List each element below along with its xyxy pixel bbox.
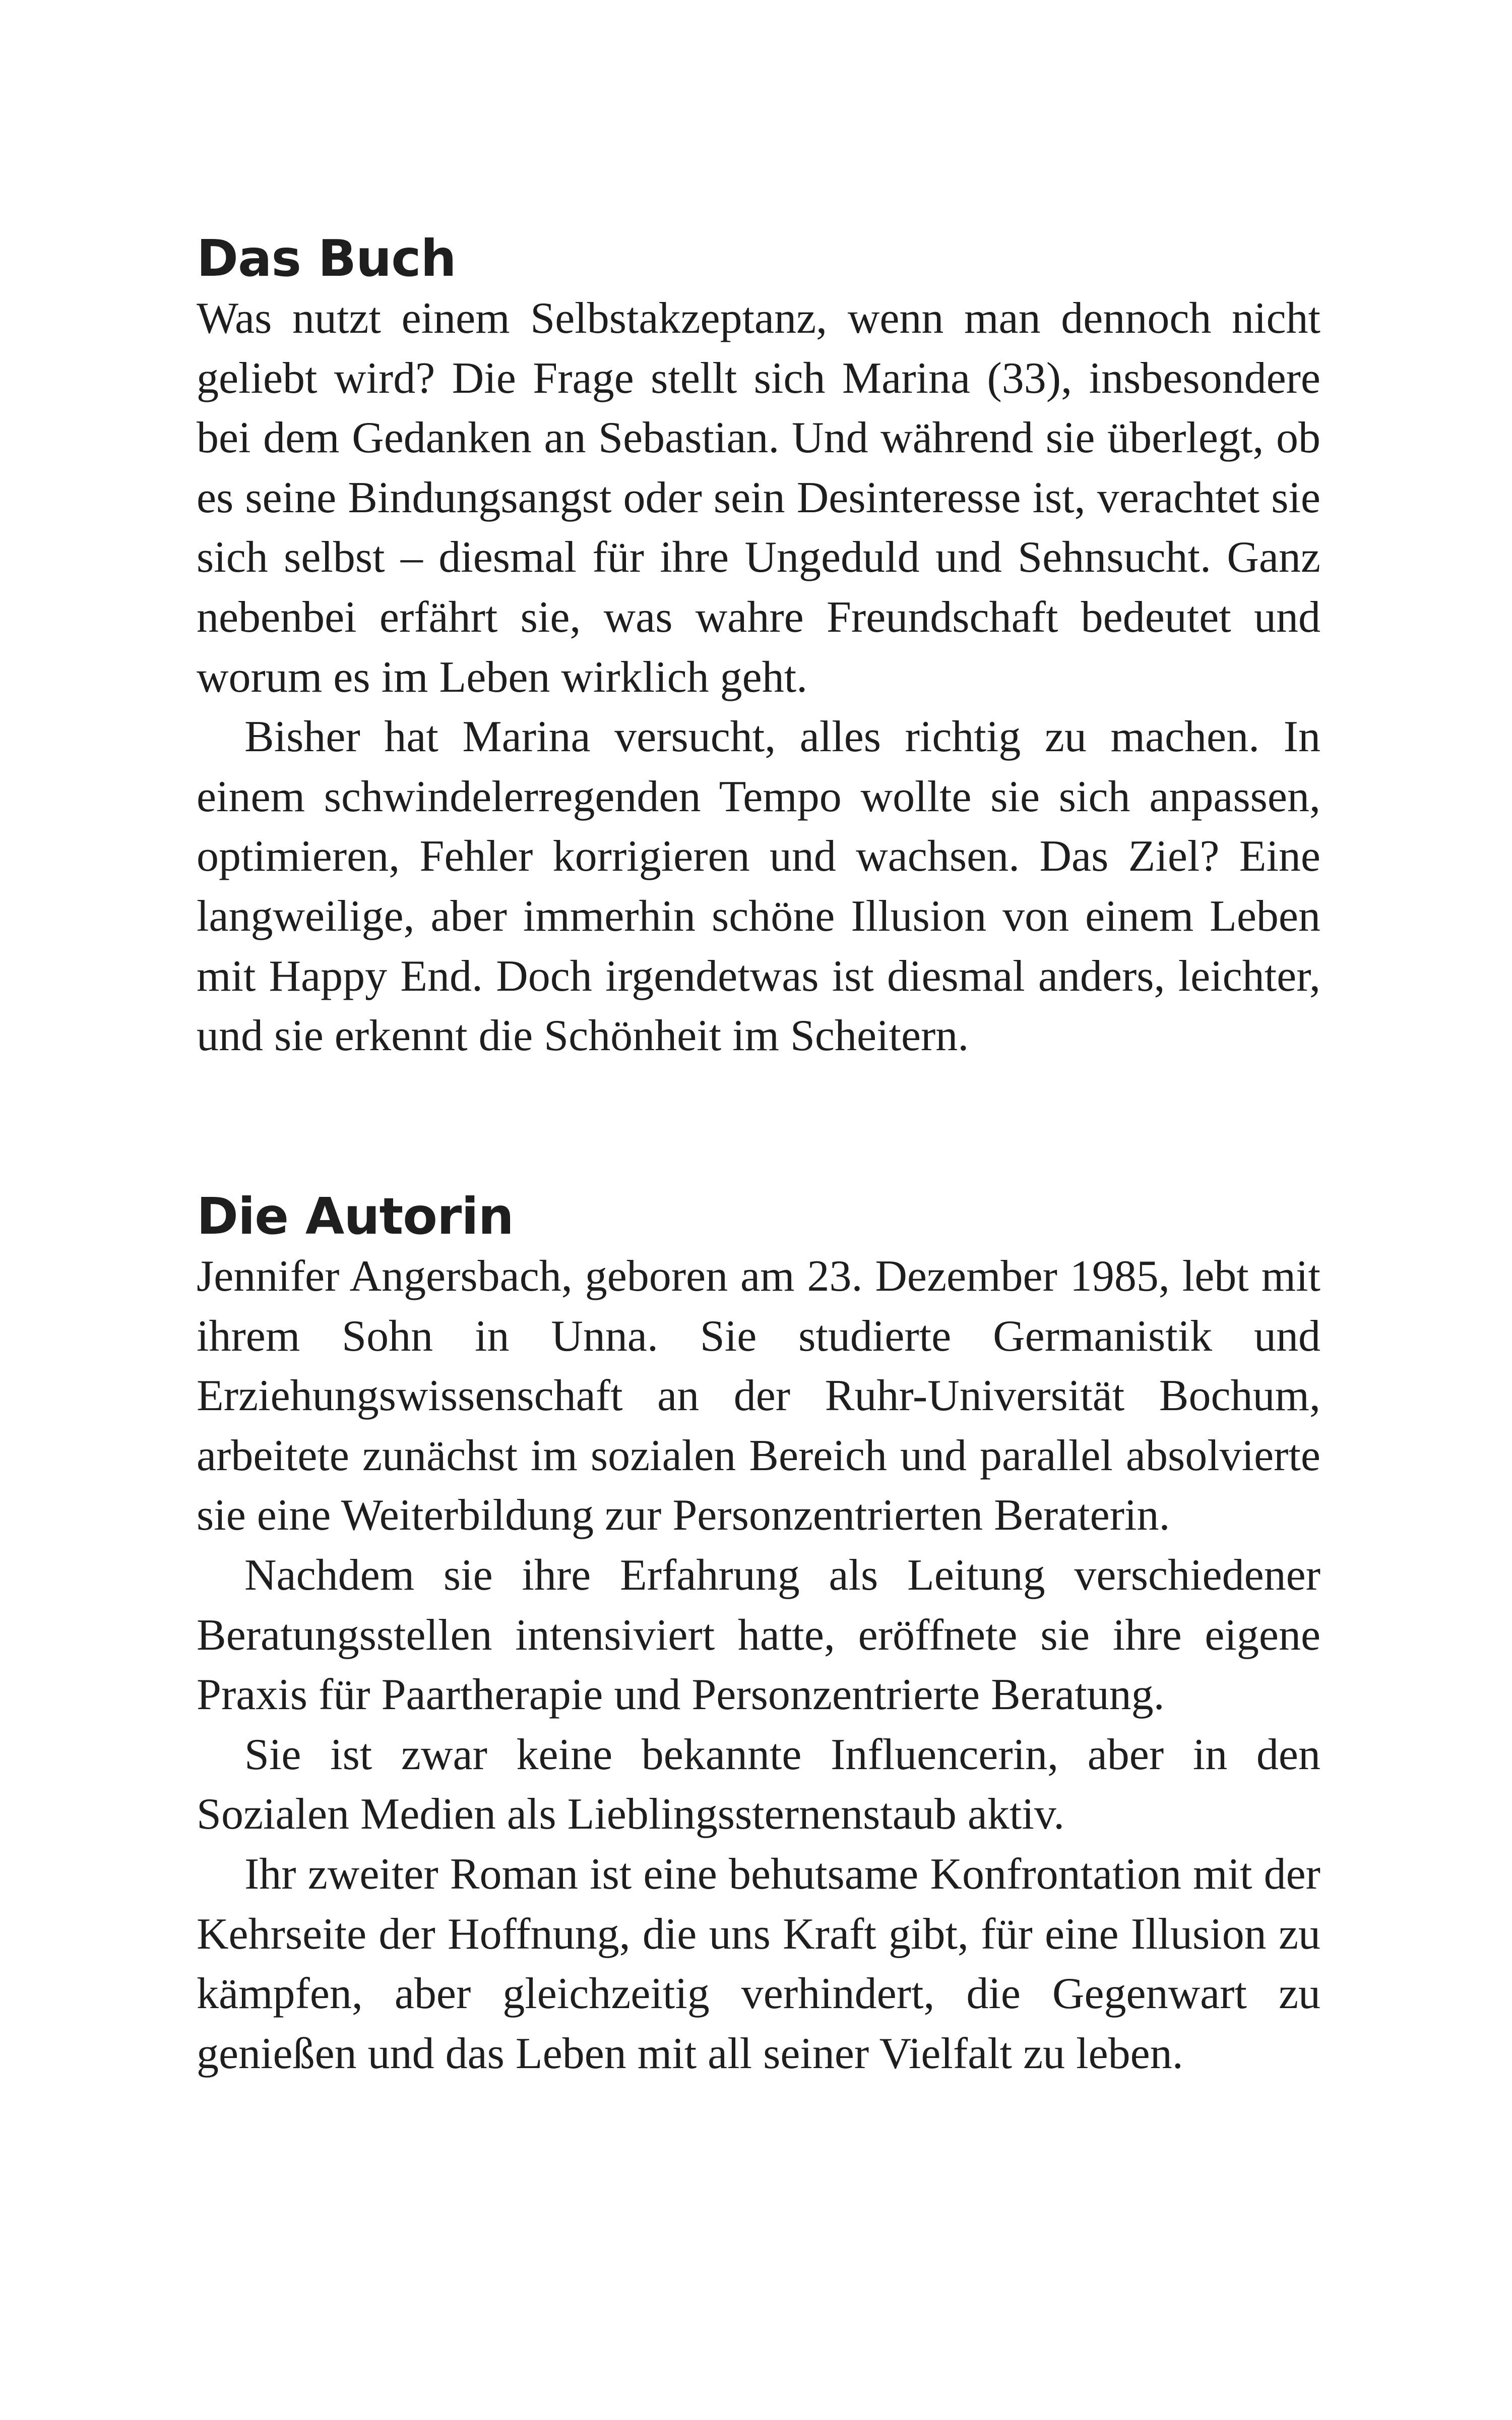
- book-paragraph-2: Bisher hat Marina versucht, alles richtig zu machen. In einem schwindelerregenden Tempo wollte sie sich anpassen, optimieren, Fehler korrigieren und wachsen. Das Ziel? Eine langweilige, aber immerhin schöne Illusion von einem Leben mit Happy End. Doch irgendetwas ist diesmal anders, leichter, und sie erkennt die Schönheit im Scheitern.: [197, 712, 1320, 1061]
- author-paragraph-2: Nachdem sie ihre Erfahrung als Leitung verschiedener Beratungsstellen intensiviert hatte, eröffnete sie ihre eigene Praxis für Paartherapie und Personzentrierte Beratung.: [197, 1550, 1320, 1720]
- author-paragraph-1: Jennifer Angersbach, geboren am 23. Dezember 1985, lebt mit ihrem Sohn in Unna. Sie studierte Germanistik und Erziehungswissenschaft an der Ruhr-Universität Bochum, arbeitete zunächst im sozialen Bereich und parallel absolvierte sie eine Weiterbildung zur Personzentrierten Beraterin.: [197, 1252, 1320, 1540]
- author-heading: Die Autorin: [197, 1187, 514, 1246]
- book-heading: Das Buch: [197, 229, 456, 288]
- book-paragraph-1: Was nutzt einem Selbstakzeptanz, wenn man dennoch nicht geliebt wird? Die Frage stellt sich Marina (33), insbesondere bei dem Gedanken an Sebastian. Und während sie überlegt, ob es seine Bindungsangst oder sein Desinteresse ist, verachtet sie sich selbst – diesmal für ihre Ungeduld und Sehnsucht. Ganz nebenbei erfährt sie, was wahre Freundschaft bedeutet und worum es im Leben wirklich geht.: [197, 294, 1320, 702]
- author-section: [197, 1185, 1320, 2084]
- book-section: [197, 227, 1320, 1066]
- author-paragraph-4: Ihr zweiter Roman ist eine behutsame Konfrontation mit der Kehrseite der Hoffnung, die uns Kraft gibt, für eine Illusion zu kämpfen, aber gleichzeitig verhindert, die Gegenwart zu genießen und das Leben mit all seiner Vielfalt zu leben.: [197, 1849, 1320, 2078]
- author-paragraph-3: Sie ist zwar keine bekannte Influencerin, aber in den Sozialen Medien als Lieblingssternenstaub aktiv.: [197, 1730, 1320, 1839]
